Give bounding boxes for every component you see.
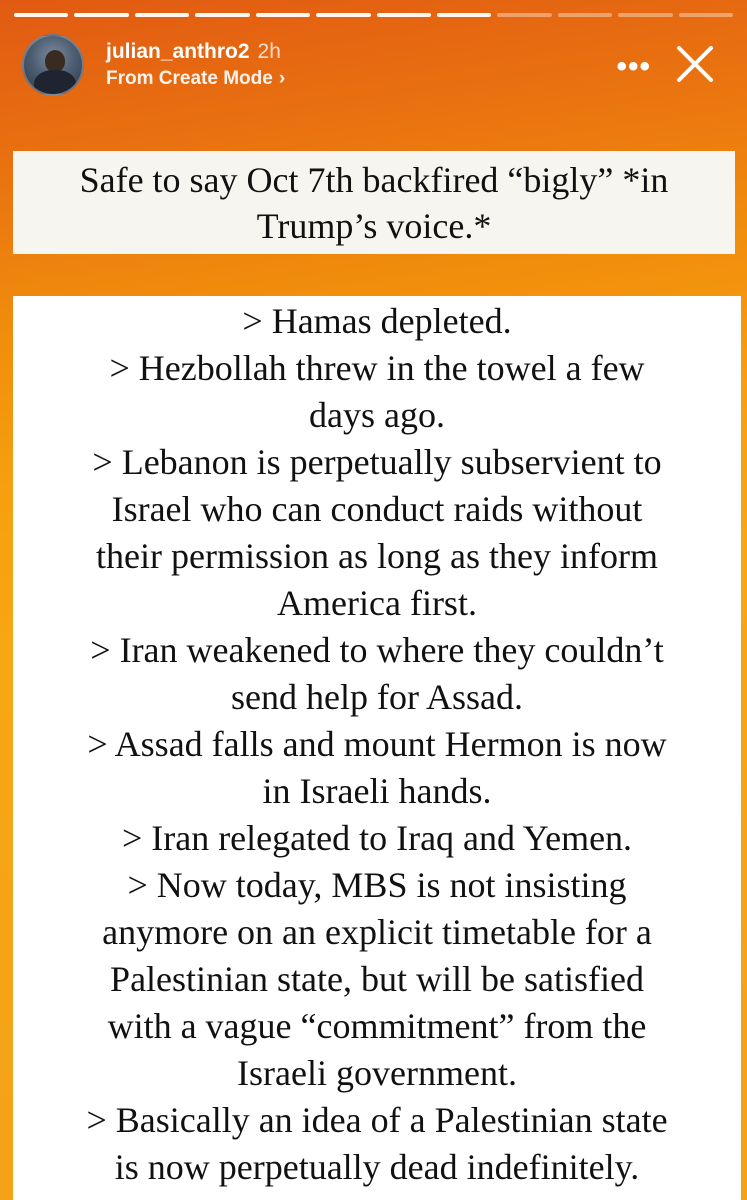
- progress-segment: [256, 13, 310, 17]
- more-dots-icon[interactable]: •••: [616, 50, 651, 83]
- body-line: > Lebanon is perpetually subservient to: [92, 442, 662, 482]
- progress-segment: [377, 13, 431, 17]
- avatar-body-shape: [34, 70, 76, 96]
- story-progress-bar: [14, 13, 733, 17]
- body-line: > Hamas depleted.: [242, 301, 512, 341]
- body-line: Israel who can conduct raids without: [111, 489, 643, 529]
- post-time: 2h: [257, 40, 281, 63]
- body-line: Palestinian state, but will be satisfied: [110, 959, 644, 999]
- story-meta: [106, 40, 285, 90]
- progress-segment: [135, 13, 189, 17]
- close-icon[interactable]: [673, 42, 717, 86]
- username[interactable]: julian_anthro2: [106, 40, 250, 63]
- body-line: > Assad falls and mount Hermon is now: [87, 724, 667, 764]
- progress-segment-current: [437, 13, 491, 17]
- create-mode-label: From Create Mode: [106, 68, 273, 89]
- headline-line-1: Safe to say Oct 7th backfired “bigly” *in: [79, 159, 669, 200]
- body-line: > Basically an idea of a Palestinian state: [86, 1100, 668, 1140]
- headline-line-2: Trump’s voice.*: [256, 205, 492, 246]
- story-header: [22, 30, 733, 100]
- body-line: their permission as long as they inform: [96, 536, 658, 576]
- progress-segment: [14, 13, 68, 17]
- create-mode-link[interactable]: [106, 68, 285, 90]
- headline-text-box: [13, 151, 735, 254]
- progress-segment: [497, 13, 551, 17]
- body-line: > Now today, MBS is not insisting: [127, 865, 627, 905]
- progress-segment: [316, 13, 370, 17]
- body-line: send help for Assad.: [231, 677, 523, 717]
- profile-avatar[interactable]: [22, 34, 84, 96]
- body-line: America first.: [277, 583, 477, 623]
- body-line: > Hezbollah threw in the towel a few: [109, 348, 645, 388]
- body-line: is now perpetually dead indefinitely.: [114, 1147, 640, 1187]
- body-text-box: [13, 296, 741, 1200]
- body-line: in Israeli hands.: [262, 771, 492, 811]
- body-line: with a vague “commitment” from the: [107, 1006, 647, 1046]
- body-line: > Iran relegated to Iraq and Yemen.: [121, 818, 633, 858]
- body-line: > Iran weakened to where they couldn’t: [90, 630, 664, 670]
- progress-segment: [195, 13, 249, 17]
- progress-segment: [74, 13, 128, 17]
- avatar-head-shape: [45, 50, 65, 72]
- progress-segment: [558, 13, 612, 17]
- progress-segment: [679, 13, 733, 17]
- body-line: Israeli government.: [237, 1053, 517, 1093]
- body-line: days ago.: [309, 395, 445, 435]
- body-line: anymore on an explicit timetable for a: [102, 912, 652, 952]
- chevron-right-icon: ›: [278, 68, 286, 89]
- progress-segment: [618, 13, 672, 17]
